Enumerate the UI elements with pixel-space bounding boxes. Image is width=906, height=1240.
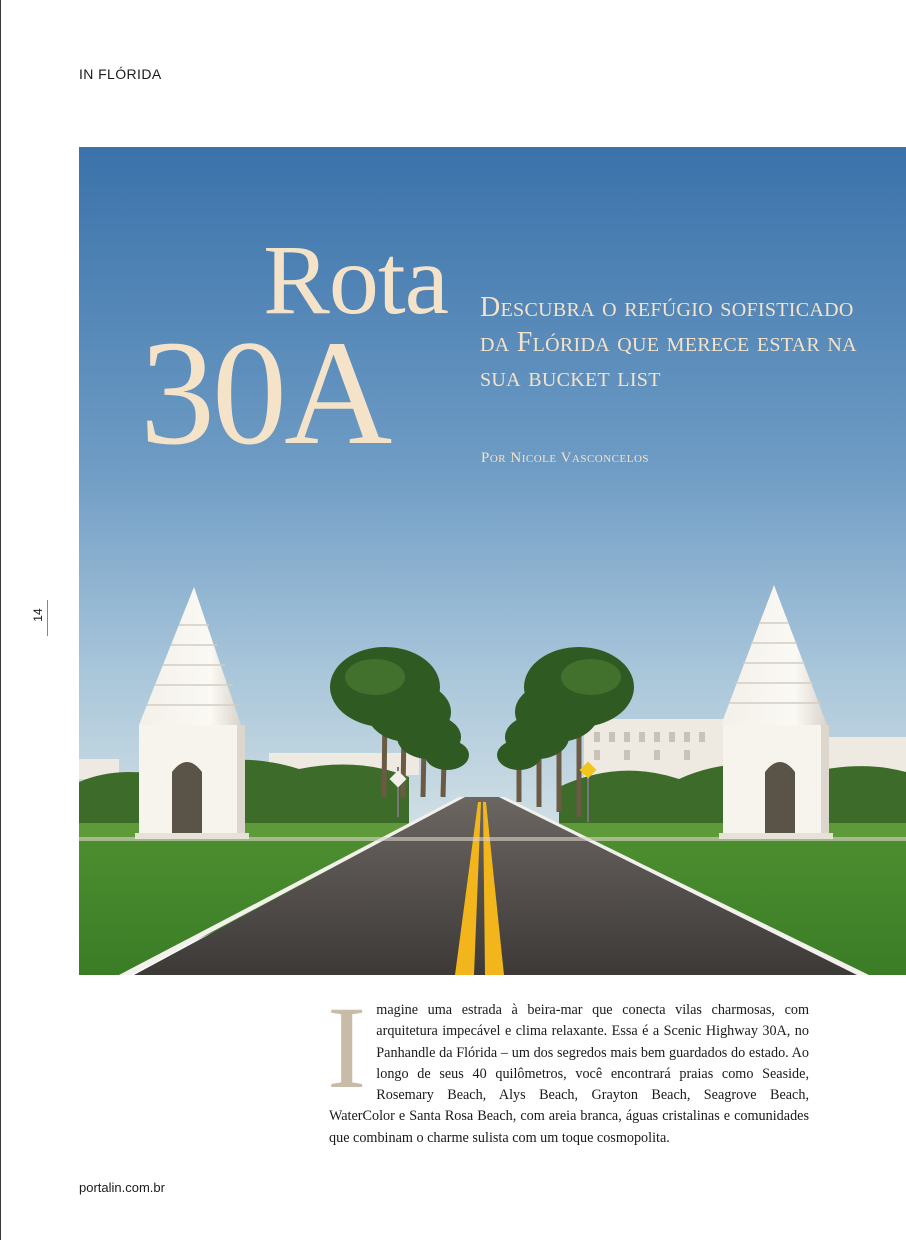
page-number: 14	[31, 608, 45, 622]
subtitle: Descubra o refúgio sofisticado da Flórida que merece estar na sua bucket list	[480, 292, 857, 393]
article-paragraph: magine uma estrada à beira-mar que conecta vilas charmosas, com arquitetura impecável e clima relaxante. Essa é a Scenic Highway 30A, no Panhandle da Flórida – um dos segredos mais bem guardados do estado. Ao longo de seus 40 quilômetros, você encontrará praias como Seaside, Rosemary Beach, Alys Beach, Grayton Beach, Seagrove Beach, WaterColor e Santa Rosa Beach, com areia branca, águas cristalinas e comunidades que combinam o charme sulista com um toque cosmopolita.	[329, 1002, 809, 1146]
byline: Por Nicole Vasconcelos	[481, 450, 650, 466]
article-body	[327, 982, 809, 1149]
page-number-rule	[47, 600, 48, 636]
page-edge	[0, 0, 1, 1240]
dropcap: I	[327, 982, 367, 1113]
footer-url: portalin.com.br	[79, 1180, 165, 1195]
section-label: IN FLÓRIDA	[79, 66, 162, 82]
title-line-1: Rota	[263, 224, 448, 335]
title-line-2: 30A	[140, 310, 390, 476]
